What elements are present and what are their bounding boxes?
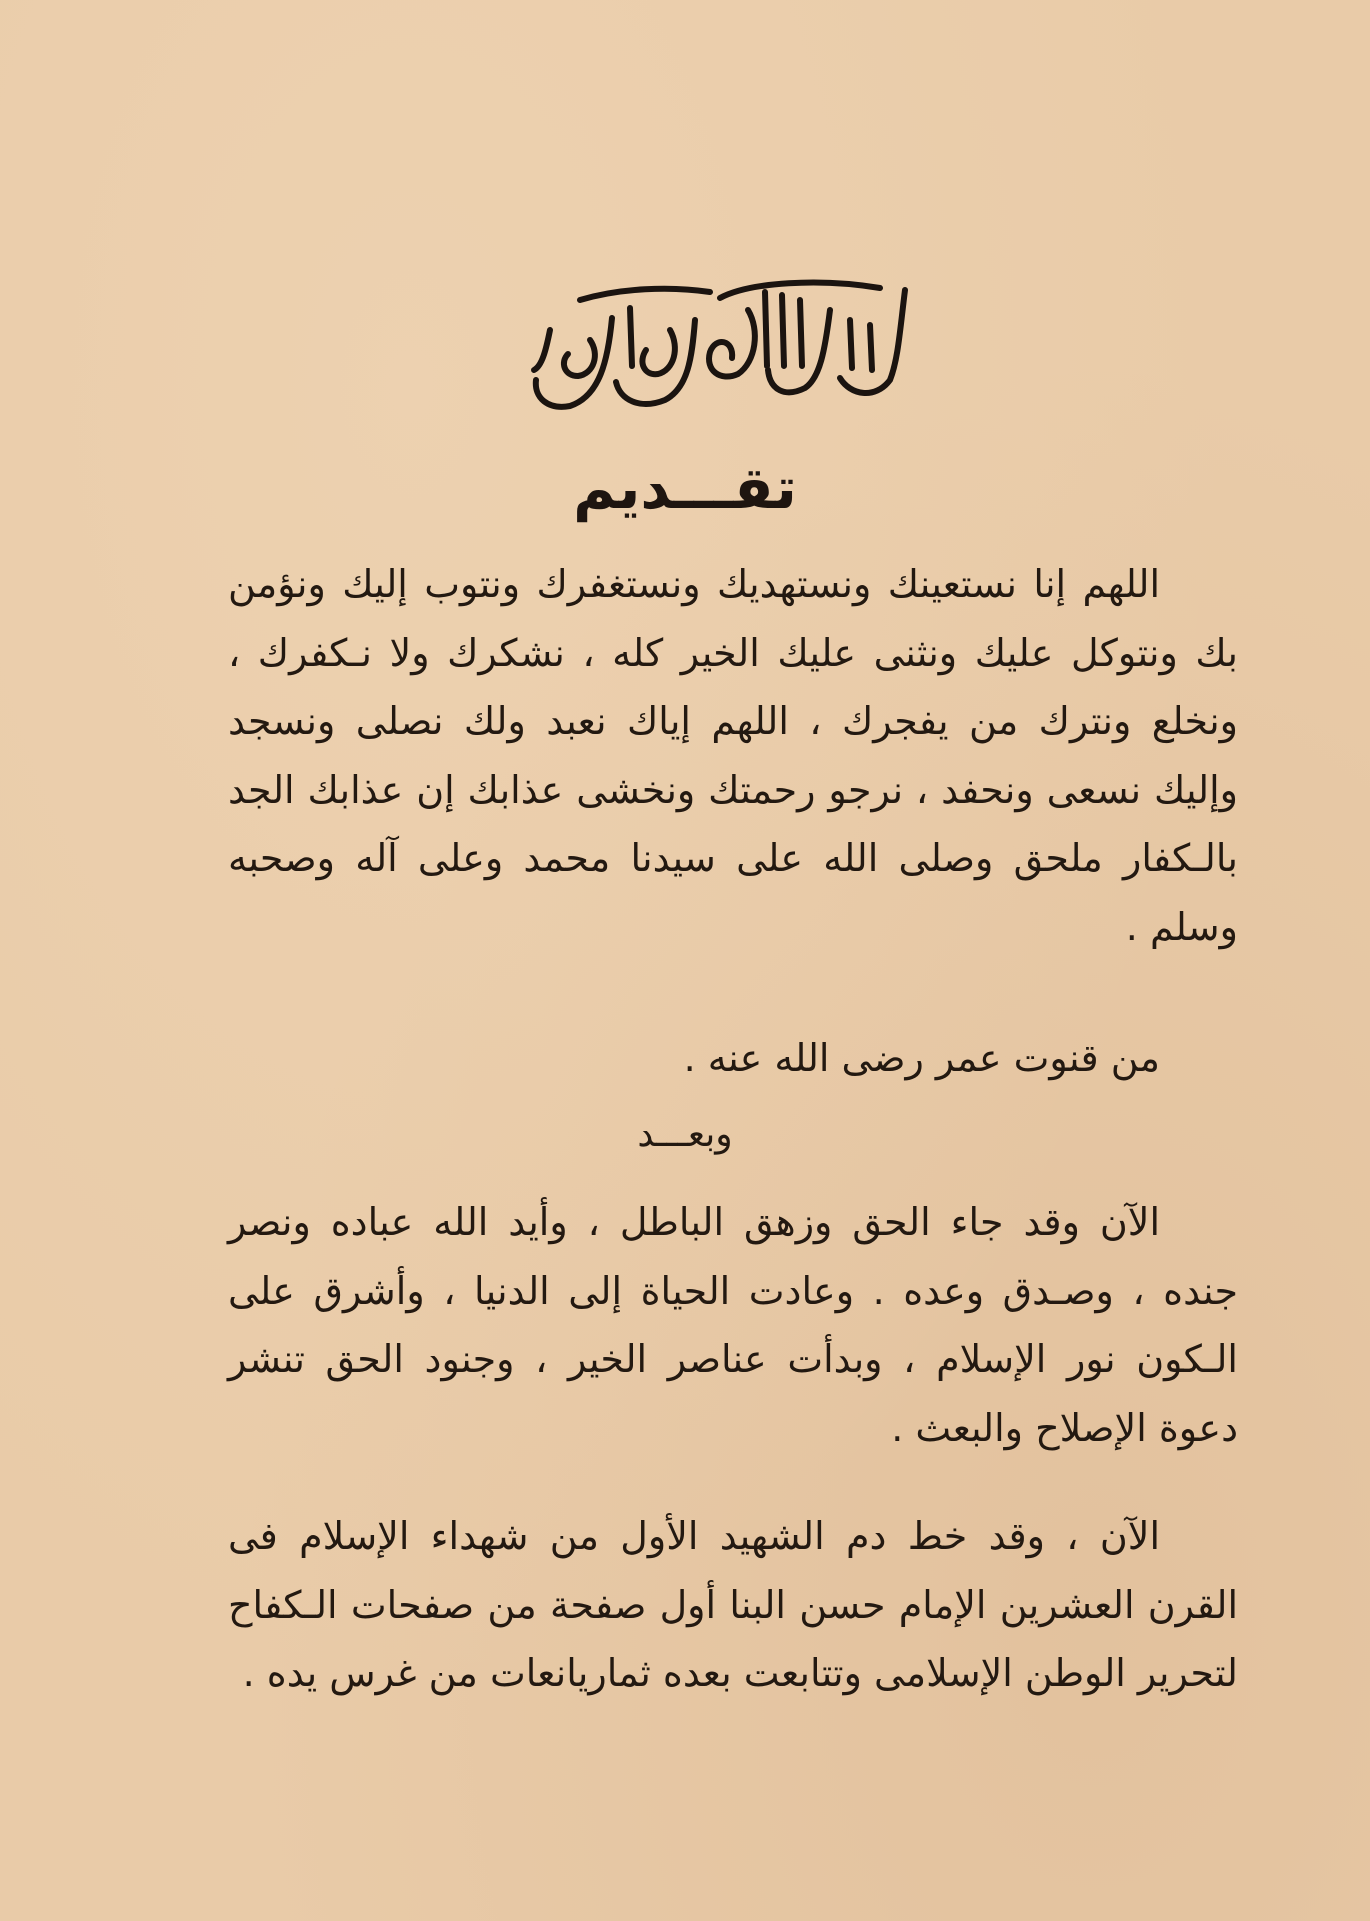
prayer-paragraph: اللهم إنا نستعينك ونستهديك ونستغفرك ونتوب إليك ونؤمن بك ونتوكل عليك ونثنى عليك الخير كله ، نشكرك ولا نـكفرك ، ونخلع ونترك من يفجرك ، اللهم إياك نعبد ولك نصلى ونسجد وإليك نسعى ونحفد ، نرجو رحمتك ونخشى عذابك إن عذابك الجد بالـكفار ملحق وصلى الله على سيدنا محمد وعلى آله وصحبه وسلم . (228, 562, 1238, 949)
basmala-calligraphy (520, 270, 920, 420)
prayer-paragraph-block (228, 550, 1238, 961)
prayer-source: من قنوت عمر رضى الله عنه . (683, 1036, 1160, 1080)
truth-paragraph-block (228, 1188, 1238, 1462)
truth-paragraph: الآن وقد جاء الحق وزهق الباطل ، وأيد الله عباده ونصر جنده ، وصـدق وعده . وعادت الحياة إلى الدنيا ، وأشرق على الـكون نور الإسلام ، وبدأت عناصر الخير ، وجنود الحق تنشر دعوة الإصلاح والبعث . (228, 1200, 1238, 1450)
transition-heading: وبعـــد (637, 1114, 733, 1155)
prayer-source-block (228, 1024, 1238, 1093)
page-heading: تقـــديم (573, 454, 797, 522)
martyr-paragraph: الآن ، وقد خط دم الشهيد الأول من شهداء الإسلام فى القرن العشرين الإمام حسن البنا أول صفحة من صفحات الـكفاح لتحرير الوطن الإسلامى وتتابعت بعده ثماريانعات من غرس يده . (228, 1514, 1238, 1695)
martyr-paragraph-block (228, 1502, 1238, 1708)
basmala-calligraphy-icon (520, 270, 920, 420)
